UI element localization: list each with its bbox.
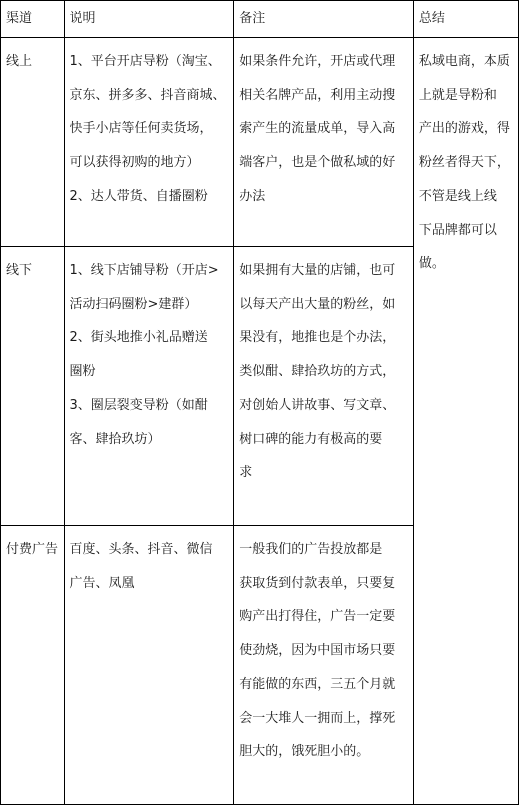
description-line: 广告、凤凰 bbox=[69, 575, 135, 591]
description-line: 2、街头地推小礼品赠送 bbox=[69, 330, 208, 346]
remark-line: 求 bbox=[239, 465, 253, 481]
table-header-row bbox=[1, 1, 519, 38]
description-cell-offline bbox=[64, 247, 234, 526]
remark-line: 端客户，也是个做私域的好 bbox=[239, 155, 396, 171]
remark-line: 获取货到付款表单，只要复 bbox=[239, 575, 396, 591]
summary-line: 私域电商，本质 bbox=[418, 54, 510, 69]
remark-line: 类似酣、肆拾玖坊的方式， bbox=[239, 364, 396, 380]
remark-line: 索产生的流量成单，导入高 bbox=[239, 121, 396, 137]
channel-cell-paid-ads: 付费广告 bbox=[1, 526, 65, 805]
description-line: 可以获得初购的地方） bbox=[69, 155, 200, 171]
description-line: 活动扫码圈粉>建群） bbox=[69, 296, 198, 312]
header-channel: 渠道 bbox=[1, 1, 65, 38]
description-cell-online bbox=[64, 38, 234, 247]
remark-cell-online bbox=[234, 38, 414, 247]
remark-line: 一般我们的广告投放都是 bbox=[239, 542, 383, 557]
remark-line: 果没有，地推也是个办法， bbox=[239, 330, 396, 346]
summary-cell bbox=[413, 38, 518, 805]
summary-line: 下品牌都可以 bbox=[418, 222, 497, 238]
summary-line: 不管是线上线 bbox=[418, 188, 497, 204]
summary-line: 粉丝者得天下， bbox=[418, 155, 510, 171]
remark-line: 以每天产出大量的粉丝，如 bbox=[239, 296, 396, 312]
remark-line: 使劲烧，因为中国市场只要 bbox=[239, 643, 396, 659]
remark-cell-paid-ads bbox=[234, 526, 414, 805]
channel-cell-offline: 线下 bbox=[1, 247, 65, 526]
description-line: 1、平台开店导粉（淘宝、 bbox=[69, 54, 221, 69]
header-description: 说明 bbox=[64, 1, 234, 38]
description-cell-paid-ads bbox=[64, 526, 234, 805]
remark-line: 会一大堆人一拥而上，撑死 bbox=[239, 710, 396, 726]
remark-line: 如果条件允许，开店或代理 bbox=[239, 54, 396, 69]
remark-line: 胆大的，饿死胆小的。 bbox=[239, 744, 370, 760]
header-summary: 总结 bbox=[413, 1, 518, 38]
description-line: 京东、拼多多、抖音商城、 bbox=[69, 87, 226, 103]
description-line: 3、圈层裂变导粉（如酣 bbox=[69, 397, 208, 413]
table-row bbox=[1, 38, 519, 247]
remark-line: 购产出打得住，广告一定要 bbox=[239, 609, 396, 625]
channel-cell-online: 线上 bbox=[1, 38, 65, 247]
description-line: 客、肆拾玖坊） bbox=[69, 431, 161, 447]
remark-line: 办法 bbox=[239, 188, 266, 204]
remark-line: 树口碑的能力有极高的要 bbox=[239, 431, 383, 447]
description-line: 圈粉 bbox=[69, 364, 96, 380]
remark-line: 如果拥有大量的店铺，也可 bbox=[239, 263, 396, 278]
remark-cell-offline bbox=[234, 247, 414, 526]
description-line: 百度、头条、抖音、微信 bbox=[69, 542, 213, 557]
header-remark: 备注 bbox=[234, 1, 414, 38]
summary-line: 上就是导粉和 bbox=[418, 87, 497, 103]
description-line: 1、线下店铺导粉（开店> bbox=[69, 263, 219, 278]
summary-line: 做。 bbox=[418, 256, 445, 272]
remark-line: 有能做的东西，三五个月就 bbox=[239, 676, 396, 692]
remark-line: 相关名牌产品，利用主动搜 bbox=[239, 87, 396, 103]
description-line: 2、达人带货、自播圈粉 bbox=[69, 188, 208, 204]
summary-line: 产出的游戏，得 bbox=[418, 121, 510, 137]
description-line: 快手小店等任何卖货场， bbox=[69, 121, 213, 137]
remark-line: 对创始人讲故事、写文章、 bbox=[239, 397, 396, 413]
